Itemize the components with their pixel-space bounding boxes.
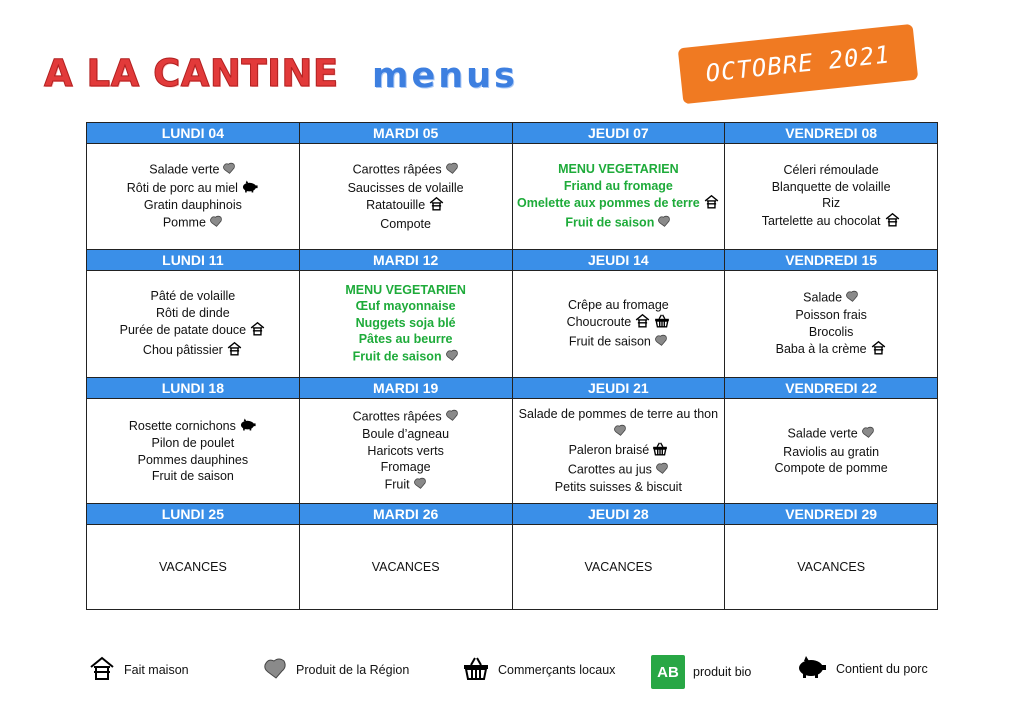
day-menu-cell xyxy=(725,271,938,378)
menu-item-text: Ratatouille xyxy=(366,198,426,213)
house-icon xyxy=(634,313,651,333)
region-icon xyxy=(845,289,859,308)
day-menu-cell xyxy=(512,271,725,378)
day-header: MARDI 19 xyxy=(299,378,512,399)
pig-icon xyxy=(796,655,828,682)
menu-item-text: Pommes dauphines xyxy=(137,452,249,467)
menu-item-text: VACANCES xyxy=(797,559,866,574)
region-icon xyxy=(209,214,223,233)
menu-item xyxy=(725,324,937,341)
menu-item-text: Fruit de saison xyxy=(565,215,655,230)
menu-item-text: Choucroute xyxy=(566,315,632,330)
menu-item-text: Fruit de saison xyxy=(352,349,442,364)
legend-commercants xyxy=(462,655,615,684)
menu-item xyxy=(725,162,937,179)
legend-label: Produit de la Région xyxy=(296,662,410,677)
day-header: LUNDI 11 xyxy=(87,250,300,271)
menu-item xyxy=(300,161,512,180)
menu-item xyxy=(87,197,299,214)
day-header: VENDREDI 08 xyxy=(725,123,938,144)
region-icon xyxy=(445,408,459,427)
menu-item-text: Gratin dauphinois xyxy=(143,198,242,212)
week-header-row xyxy=(87,250,938,271)
region-icon xyxy=(445,161,459,180)
menu-item xyxy=(87,435,299,452)
menu-item-text: Compote xyxy=(380,216,431,231)
bio-icon: AB xyxy=(651,655,685,689)
pig-icon xyxy=(239,418,257,436)
menu-item xyxy=(300,196,512,216)
menu-item-text: Purée de patate douce xyxy=(119,323,247,338)
menu-item xyxy=(513,406,725,441)
legend-bio xyxy=(651,655,751,689)
pig-icon xyxy=(241,180,259,198)
house-icon xyxy=(249,321,266,341)
day-menu-cell xyxy=(512,399,725,504)
menu-item-text: Boule d’agneau xyxy=(362,427,450,442)
legend-label: Commerçants locaux xyxy=(498,662,616,677)
menu-item-text: Salade verte xyxy=(149,162,220,177)
menu-item xyxy=(513,178,725,195)
menu-item-text: Brocolis xyxy=(808,324,854,339)
menu-item xyxy=(725,425,937,444)
menu-item xyxy=(725,179,937,196)
week-menu-row xyxy=(87,525,938,610)
menu-item-text: Fruit de saison xyxy=(568,334,651,349)
menu-item-text: Carottes râpées xyxy=(352,162,442,177)
menu-item-text: MENU VEGETARIEN xyxy=(558,162,679,176)
house-icon xyxy=(870,340,887,360)
day-header: VENDREDI 15 xyxy=(725,250,938,271)
menu-item-text: Crêpe au fromage xyxy=(567,297,669,312)
menu-item-text: Rôti de porc au miel xyxy=(126,180,238,195)
menu-item-text: Fruit de saison xyxy=(151,469,234,483)
week-menu-row xyxy=(87,144,938,250)
menu-item xyxy=(513,479,725,496)
menu-item-text: Carottes râpées xyxy=(352,409,442,424)
menu-item-text: Compote de pomme xyxy=(774,461,888,476)
month-badge xyxy=(678,24,919,104)
menu-item-text: VACANCES xyxy=(158,559,227,574)
menu-item xyxy=(725,307,937,324)
legend-porc xyxy=(796,655,928,682)
menu-item-text: Petits suisses & biscuit xyxy=(554,480,682,495)
menu-item xyxy=(513,313,725,333)
menu-item xyxy=(300,282,512,299)
week-menu-row xyxy=(87,399,938,504)
day-header: VENDREDI 29 xyxy=(725,504,938,525)
menu-item xyxy=(300,315,512,332)
region-icon xyxy=(262,655,288,684)
day-header: LUNDI 25 xyxy=(87,504,300,525)
legend-region xyxy=(262,655,409,684)
menu-item xyxy=(513,559,725,576)
menu-item-text: Pilon de poulet xyxy=(151,436,235,450)
menu-item-text: VACANCES xyxy=(371,559,440,574)
menu-item-text: VACANCES xyxy=(584,559,653,574)
legend xyxy=(0,655,1024,695)
legend-fait-maison xyxy=(88,655,189,684)
legend-label: produit bio xyxy=(693,665,752,679)
day-header: JEUDI 14 xyxy=(512,250,725,271)
menu-item xyxy=(87,559,299,576)
day-menu-cell xyxy=(512,525,725,610)
basket-icon xyxy=(652,441,668,461)
menu-item xyxy=(87,418,299,436)
week-menu-row xyxy=(87,271,938,378)
page-subtitle: menus xyxy=(372,56,518,96)
house-icon xyxy=(226,341,243,361)
legend-label: Fait maison xyxy=(124,662,189,677)
house-icon xyxy=(428,196,445,216)
basket-icon xyxy=(462,655,490,684)
day-menu-cell xyxy=(299,525,512,610)
menu-item xyxy=(725,212,937,232)
menu-item xyxy=(513,461,725,480)
menu-item xyxy=(725,289,937,308)
day-header: LUNDI 18 xyxy=(87,378,300,399)
menu-item-text: Tartelette au chocolat xyxy=(761,213,881,228)
menu-item-text: Pâtes au beurre xyxy=(358,332,453,347)
house-icon xyxy=(703,194,720,214)
menu-item-text: Baba à la crème xyxy=(775,342,867,357)
menu-item-text: Fromage xyxy=(380,460,431,475)
region-icon xyxy=(613,423,627,442)
legend-label: Contient du porc xyxy=(836,661,928,676)
menu-item xyxy=(87,161,299,180)
day-menu-cell xyxy=(299,271,512,378)
week-header-row xyxy=(87,504,938,525)
menu-item-text: Carottes au jus xyxy=(567,462,652,477)
day-header: LUNDI 04 xyxy=(87,123,300,144)
day-menu-cell xyxy=(299,399,512,504)
menu-item xyxy=(300,408,512,427)
menu-item-text: Paleron braisé xyxy=(568,443,650,458)
day-header: VENDREDI 22 xyxy=(725,378,938,399)
menu-item-text: Céleri rémoulade xyxy=(783,163,879,177)
page-title: A LA CANTINE xyxy=(44,52,339,95)
menu-item xyxy=(513,214,725,233)
menu-item xyxy=(300,443,512,460)
menu-item xyxy=(87,214,299,233)
menu-item-text: Saucisses de volaille xyxy=(347,180,464,195)
menu-item xyxy=(87,288,299,305)
menu-item-text: MENU VEGETARIEN xyxy=(345,282,466,297)
day-menu-cell xyxy=(87,144,300,250)
house-icon xyxy=(884,212,901,232)
menu-item-text: Poisson frais xyxy=(795,308,867,322)
day-menu-cell xyxy=(87,399,300,504)
day-menu-cell xyxy=(87,525,300,610)
menu-item-text: Salade xyxy=(803,290,843,305)
menu-item xyxy=(87,468,299,485)
menu-item-text: Salade de pommes de terre au thon xyxy=(518,407,719,422)
menu-item-text: Friand au fromage xyxy=(563,178,673,193)
menu-item xyxy=(300,426,512,443)
menu-item xyxy=(300,559,512,576)
region-icon xyxy=(222,161,236,180)
menu-item-text: Pâté de volaille xyxy=(150,289,236,303)
menu-item xyxy=(513,161,725,178)
menu-item xyxy=(300,348,512,367)
menu-item xyxy=(87,180,299,198)
day-menu-cell xyxy=(725,525,938,610)
month-label: OCTOBRE 2021 xyxy=(704,40,892,88)
day-menu-cell xyxy=(299,144,512,250)
week-header-row xyxy=(87,378,938,399)
basket-icon xyxy=(654,313,670,333)
region-icon xyxy=(861,425,875,444)
day-menu-cell xyxy=(87,271,300,378)
day-header: MARDI 05 xyxy=(299,123,512,144)
menu-item-text: Raviolis au gratin xyxy=(783,444,880,459)
region-icon xyxy=(445,348,459,367)
house-icon xyxy=(88,655,116,684)
menu-item-text: Chou pâtissier xyxy=(142,342,223,357)
menu-item xyxy=(87,321,299,341)
day-header: MARDI 26 xyxy=(299,504,512,525)
menu-item xyxy=(513,297,725,314)
day-menu-cell xyxy=(725,144,938,250)
menu-item xyxy=(725,559,937,576)
menu-item-text: Riz xyxy=(822,196,841,210)
day-menu-cell xyxy=(512,144,725,250)
menu-item-text: Omelette aux pommes de terre xyxy=(517,196,700,211)
menu-item xyxy=(513,441,725,461)
menu-item xyxy=(87,305,299,322)
day-header: JEUDI 21 xyxy=(512,378,725,399)
menu-item xyxy=(300,459,512,476)
menu-item xyxy=(513,194,725,214)
day-menu-cell xyxy=(725,399,938,504)
day-header: JEUDI 28 xyxy=(512,504,725,525)
day-header: JEUDI 07 xyxy=(512,123,725,144)
menu-item xyxy=(725,460,937,477)
menu-item-text: Pomme xyxy=(162,215,206,230)
menu-item-text: Rosette cornichons xyxy=(128,418,236,433)
menu-item-text: Blanquette de volaille xyxy=(771,179,891,194)
menu-item xyxy=(300,298,512,315)
region-icon xyxy=(413,476,427,495)
menu-item xyxy=(725,340,937,360)
menu-item xyxy=(300,476,512,495)
menu-item xyxy=(300,180,512,197)
menu-item xyxy=(300,331,512,348)
menu-item-text: Nuggets soja blé xyxy=(355,315,456,330)
region-icon xyxy=(657,214,671,233)
week-header-row xyxy=(87,123,938,144)
menu-item-text: Haricots verts xyxy=(367,443,444,458)
region-icon xyxy=(654,333,668,352)
menu-item xyxy=(300,216,512,233)
menu-item xyxy=(87,452,299,469)
menu-item xyxy=(87,341,299,361)
region-icon xyxy=(655,461,669,480)
menu-item xyxy=(725,195,937,212)
menu-item-text: Fruit xyxy=(384,477,410,492)
menu-item-text: Salade verte xyxy=(787,426,858,441)
menu-item-text: Rôti de dinde xyxy=(156,305,230,320)
menu-item xyxy=(513,333,725,352)
menu-item-text: Œuf mayonnaise xyxy=(355,299,456,314)
menu-table xyxy=(86,122,938,610)
menu-item xyxy=(725,444,937,461)
day-header: MARDI 12 xyxy=(299,250,512,271)
